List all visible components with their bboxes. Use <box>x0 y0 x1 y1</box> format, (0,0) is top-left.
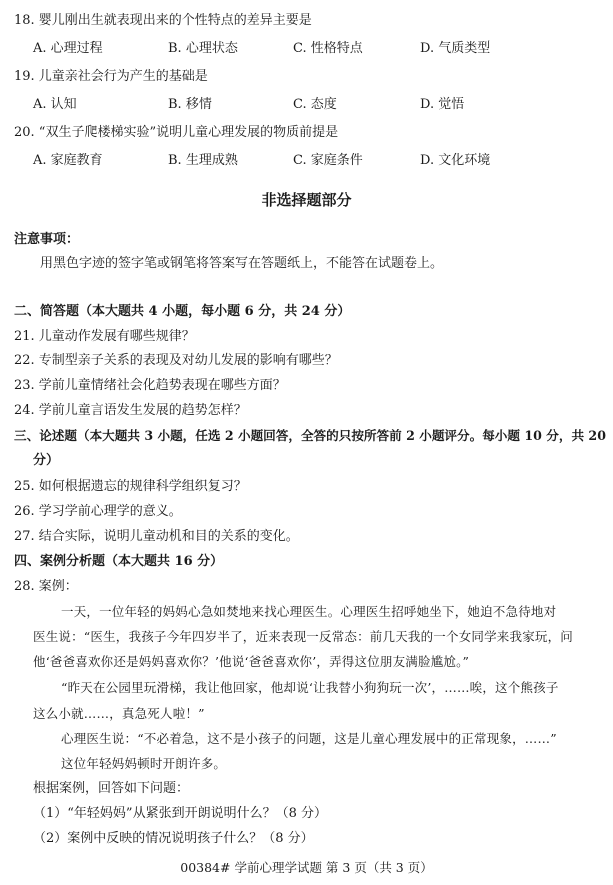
question-27: 27. 结合实际，说明儿童动机和目的关系的变化。 <box>14 529 299 544</box>
question-20-options <box>33 153 593 169</box>
notice-title: 注意事项： <box>14 232 80 247</box>
case-heading: 四、案例分析题（本大题共 16 分） <box>14 554 224 569</box>
question-24: 24. 学前儿童言语发生发展的趋势怎样？ <box>14 403 247 418</box>
essay-heading: 三、论述题（本大题共 3 小题，任选 2 小题回答，全答的只按所答前 2 小题评分。每小题 10 分，共 20 <box>14 428 606 443</box>
case-paragraph: 心理医生说：“不必着急，这不是小孩子的问题，这是儿童心理发展中的正常现象，……” <box>61 731 557 746</box>
question-21: 21. 儿童动作发展有哪些规律？ <box>14 329 195 344</box>
question-19-option-d: D. 觉悟 <box>420 97 465 112</box>
question-20-stem: 20. “双生子爬楼梯实验”说明儿童心理发展的物质前提是 <box>14 125 339 140</box>
short-answer-heading: 二、简答题（本大题共 4 小题，每小题 6 分，共 24 分） <box>14 304 351 319</box>
question-18-option-a: A. 心理过程 <box>33 41 103 56</box>
question-18-options <box>33 41 593 57</box>
question-22: 22. 专制型亲子关系的表现及对幼儿发展的影响有哪些？ <box>14 353 338 368</box>
page-footer: 00384# 学前心理学试题 第 3 页（共 3 页） <box>180 860 433 875</box>
question-18-stem: 18. 婴儿刚出生就表现出来的个性特点的差异主要是 <box>14 13 312 28</box>
question-19-option-c: C. 态度 <box>293 97 337 112</box>
question-19-options <box>33 97 593 113</box>
question-19-option-b: B. 移情 <box>168 97 212 112</box>
case-paragraph: 这位年轻妈妈顿时开朗许多。 <box>61 756 227 771</box>
case-paragraph: 他‘爸爸喜欢你还是妈妈喜欢你？’他说‘爸爸喜欢你’，弄得这位朋友满脸尴尬。” <box>33 654 470 669</box>
essay-heading-cont: 分） <box>33 453 60 468</box>
question-20-option-b: B. 生理成熟 <box>168 153 238 168</box>
sub-question-1: （1）“年轻妈妈”从紧张到开朗说明什么？（8 分） <box>33 806 327 821</box>
case-paragraph: 这么小就……，真急死人啦！” <box>33 706 205 721</box>
question-18-option-b: B. 心理状态 <box>168 41 238 56</box>
notice-text: 用黑色字迹的签字笔或钢笔将答案写在答题纸上，不能答在试题卷上。 <box>40 256 444 271</box>
question-18-option-c: C. 性格特点 <box>293 41 363 56</box>
question-26: 26. 学习学前心理学的意义。 <box>14 504 182 519</box>
case-paragraph: “昨天在公园里玩滑梯，我让他回家，他却说‘让我替小狗狗玩一次’，……唉，这个熊孩子 <box>61 680 559 695</box>
case-prompt: 根据案例，回答如下问题： <box>33 781 190 796</box>
question-18-option-d: D. 气质类型 <box>420 41 491 56</box>
case-paragraph: 医生说：“医生，我孩子今年四岁半了，近来表现一反常态：前几天我的一个女同学来我家玩，问 <box>33 629 573 644</box>
question-28-intro: 28. 案例： <box>14 579 78 594</box>
case-paragraph: 一天，一位年轻的妈妈心急如焚地来找心理医生。心理医生招呼她坐下，她迫不急待地对 <box>61 604 557 619</box>
question-20-option-d: D. 文化环境 <box>420 153 491 168</box>
question-19-option-a: A. 认知 <box>33 97 77 112</box>
question-25: 25. 如何根据遗忘的规律科学组织复习？ <box>14 479 247 494</box>
question-20-option-a: A. 家庭教育 <box>33 153 103 168</box>
sub-question-2: （2）案例中反映的情况说明孩子什么？（8 分） <box>33 831 314 846</box>
question-23: 23. 学前儿童情绪社会化趋势表现在哪些方面？ <box>14 378 286 393</box>
section-title: 非选择题部分 <box>261 191 352 209</box>
question-19-stem: 19. 儿童亲社会行为产生的基础是 <box>14 69 208 84</box>
question-20-option-c: C. 家庭条件 <box>293 153 363 168</box>
